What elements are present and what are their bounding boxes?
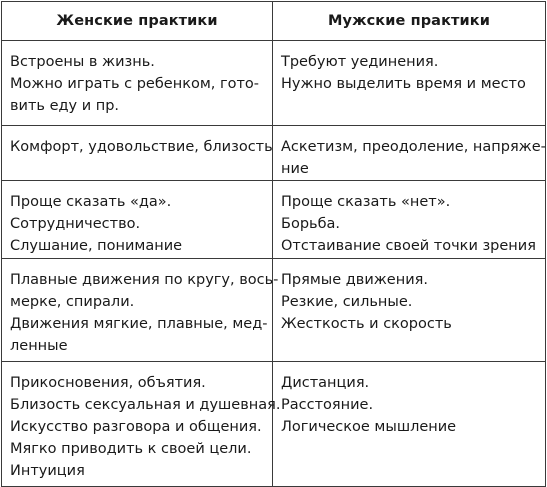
cell-male (273, 362, 546, 487)
cell-female (2, 259, 279, 362)
cell-male (273, 259, 546, 362)
cell-female (2, 181, 273, 259)
cell-line: ние (281, 161, 309, 177)
cell-line: Резкие, сильные. (281, 294, 413, 310)
cell-line: мерке, спирали. (10, 294, 135, 310)
cell-line: Комфорт, удовольствие, близость (10, 139, 273, 155)
table-row (2, 41, 546, 126)
cell-female (2, 41, 273, 126)
cell-line: Отстаивание своей точки зрения (281, 238, 536, 254)
cell-line: Сотрудничество. (10, 216, 141, 232)
table-row (2, 181, 546, 259)
table-row (2, 126, 546, 181)
header-female: Женские практики (2, 2, 273, 41)
cell-female (2, 362, 281, 487)
cell-female (2, 126, 273, 181)
header-row (2, 2, 546, 41)
table-row (2, 362, 546, 487)
cell-line: Борьба. (281, 216, 341, 232)
cell-line: Можно играть с ребенком, гото- (10, 76, 260, 92)
cell-line: Прикосновения, объятия. (10, 375, 206, 391)
cell-line: Движения мягкие, плавные, мед- (10, 316, 268, 332)
cell-line: Жесткость и скорость (281, 316, 452, 332)
cell-line: Аскетизм, преодоление, напряже- (281, 139, 546, 155)
cell-line: Нужно выделить время и место (281, 76, 526, 92)
cell-line: Встроены в жизнь. (10, 54, 155, 70)
cell-line: Дистанция. (281, 375, 370, 391)
cell-line: Интуиция (10, 463, 85, 479)
cell-line: Мягко приводить к своей цели. (10, 441, 252, 457)
cell-line: ленные (10, 338, 68, 354)
cell-male (273, 126, 546, 181)
cell-line: Слушание, понимание (10, 238, 183, 254)
cell-line: Требуют уединения. (281, 54, 439, 70)
cell-line: Логическое мышление (281, 419, 457, 435)
table-row (2, 259, 546, 362)
cell-line: Плавные движения по кругу, вось- (10, 272, 279, 288)
cell-line: Прямые движения. (281, 272, 428, 288)
cell-line: Расстояние. (281, 397, 374, 413)
cell-line: вить еду и пр. (10, 98, 120, 114)
header-male: Мужские практики (273, 2, 546, 41)
cell-line: Близость сексуальная и душевная. (10, 397, 281, 413)
comparison-table (1, 1, 546, 487)
cell-line: Искусство разговора и общения. (10, 419, 262, 435)
cell-male (273, 41, 546, 126)
cell-line: Проще сказать «да». (10, 194, 172, 210)
cell-line: Проще сказать «нет». (281, 194, 451, 210)
cell-male (273, 181, 546, 259)
